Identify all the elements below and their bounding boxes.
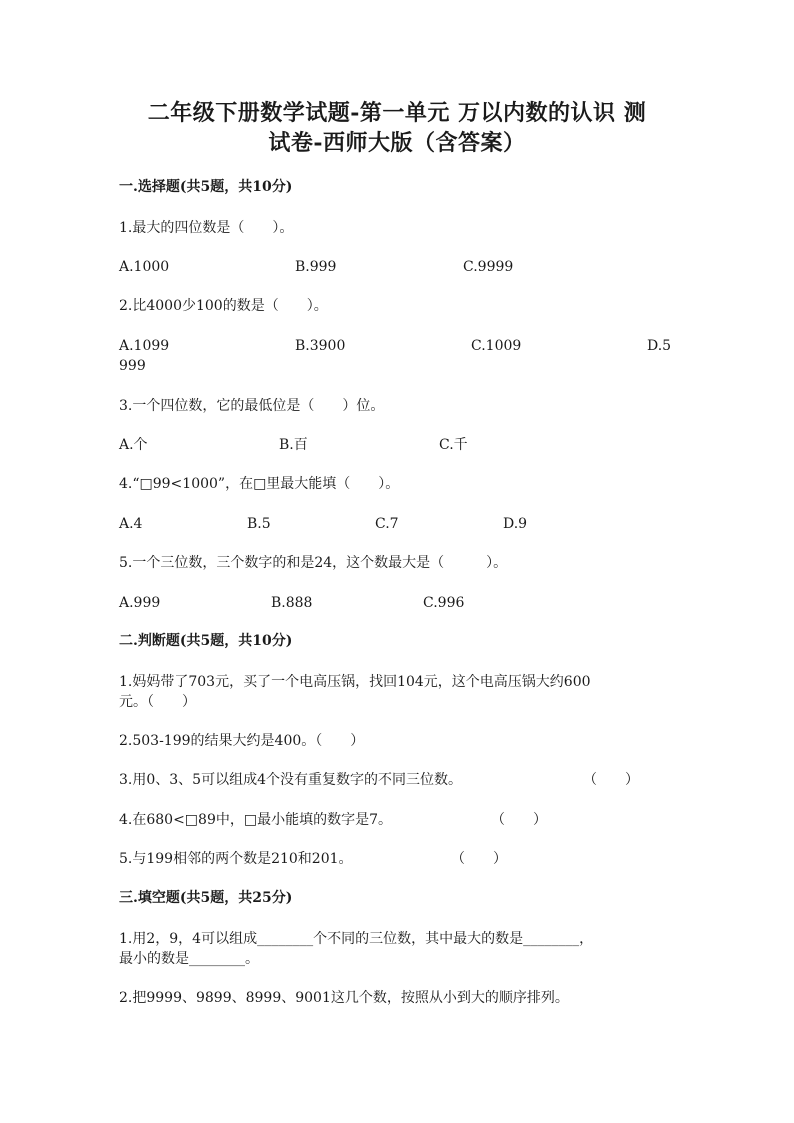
option-c: C.千 xyxy=(439,437,468,453)
question-text: 3.用0、3、5可以组成4个没有重复数字的不同三位数。 xyxy=(119,772,462,788)
answer-parentheses: （ ） xyxy=(491,812,547,828)
section-heading-fill-blank: 三.填空题(共5题，共25分) xyxy=(119,890,293,906)
question-text: 2.比4000少100的数是（ ）。 xyxy=(119,298,328,314)
question-text-wrap: 最小的数是________。 xyxy=(119,951,259,967)
option-a: A.4 xyxy=(119,516,143,532)
question-text: 2.把9999、9899、8999、9001这几个数，按照从小到大的顺序排列。 xyxy=(119,990,569,1006)
question-text: 2.503-199的结果大约是400。（ ） xyxy=(119,733,365,749)
option-b: B.3900 xyxy=(295,338,346,354)
question-text: 5.一个三位数，三个数字的和是24，这个数最大是（ ）。 xyxy=(119,555,508,571)
section-heading-judgement: 二.判断题(共5题，共10分) xyxy=(119,633,293,649)
question-text: 3.一个四位数，它的最低位是（ ）位。 xyxy=(119,398,385,414)
question-text-wrap: 元。（ ） xyxy=(119,694,196,710)
page-title-line-2: 试卷-西师大版（含答案） xyxy=(268,130,526,156)
question-text: 5.与199相邻的两个数是210和201。 xyxy=(119,851,353,867)
option-d: D.5 xyxy=(647,338,672,354)
option-d-wrap: 999 xyxy=(119,358,146,374)
option-a: A.1099 xyxy=(119,338,170,354)
option-b: B.999 xyxy=(295,259,337,275)
question-text: 4.“□99<1000”，在□里最大能填（ ）。 xyxy=(119,476,400,492)
option-b: B.5 xyxy=(247,516,271,532)
option-b: B.888 xyxy=(271,595,313,611)
answer-parentheses: （ ） xyxy=(583,772,639,788)
answer-parentheses: （ ） xyxy=(451,851,507,867)
page-title-line-1: 二年级下册数学试题-第一单元 万以内数的认识 测 xyxy=(147,100,647,126)
option-a: A.1000 xyxy=(119,259,170,275)
option-b: B.百 xyxy=(279,437,308,453)
question-text: 4.在680<□89中，□最小能填的数字是7。 xyxy=(119,812,392,828)
section-heading-choice: 一.选择题(共5题，共10分) xyxy=(119,179,293,195)
question-text: 1.用2，9，4可以组成________个不同的三位数，其中最大的数是________， xyxy=(119,931,594,947)
question-text: 1.最大的四位数是（ ）。 xyxy=(119,220,294,236)
option-d: D.9 xyxy=(503,516,528,532)
option-a: A.999 xyxy=(119,595,161,611)
option-c: C.1009 xyxy=(471,338,522,354)
option-a: A.个 xyxy=(119,437,148,453)
option-c: C.996 xyxy=(423,595,465,611)
option-c: C.9999 xyxy=(463,259,514,275)
option-c: C.7 xyxy=(375,516,399,532)
question-text: 1.妈妈带了703元，买了一个电高压锅，找回104元，这个电高压锅大约600 xyxy=(119,674,591,690)
